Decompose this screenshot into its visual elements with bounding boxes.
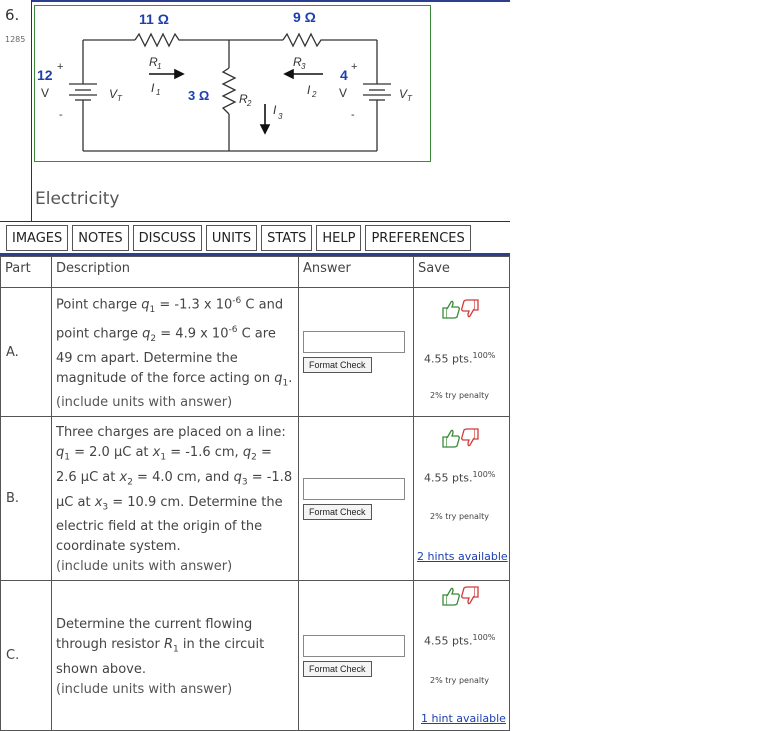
part-label: B.	[1, 417, 52, 581]
left-minus: -	[59, 109, 63, 121]
answer-input[interactable]	[303, 478, 405, 500]
answer-cell	[299, 288, 414, 417]
thumbs-up-icon	[443, 301, 459, 318]
circuit-diagram	[34, 5, 431, 162]
r1-sub: 1	[157, 62, 162, 71]
description-cell	[52, 417, 299, 581]
answer-input[interactable]	[303, 635, 405, 657]
vt-left: V	[109, 87, 118, 101]
thumbs-down-icon	[462, 429, 478, 446]
tab-top-divider	[0, 221, 510, 222]
tab-bar	[6, 225, 471, 251]
resistor-r2	[223, 68, 235, 114]
right-source-unit: V	[339, 86, 348, 100]
units-note: (include units with answer)	[56, 395, 233, 411]
right-source-value: 4	[340, 67, 348, 83]
table-header-row	[1, 257, 510, 288]
part-label: C.	[1, 581, 52, 731]
thumbs-down-icon	[462, 300, 478, 317]
description-text: Three charges are placed on a line: $q_1 = 2.0$ μC at $x_1 = -1.6$ cm, $q_2 = 2.6$ μC at $x_2 = 4.0$ cm, and $q_3 = -1.8$ μC at $x_3 = 10.9$ cm. Determine the electric field at the origin of the coordinate system.	[56, 425, 293, 555]
topic-title: Electricity	[35, 189, 120, 209]
battery-left	[69, 84, 97, 100]
r2-label: R	[239, 92, 248, 106]
points-value	[424, 351, 495, 366]
vt-left-sub: T	[117, 94, 122, 103]
r2-value: 3 Ω	[188, 88, 210, 103]
i1-label: I	[151, 81, 155, 95]
format-check-button[interactable]: Format Check	[303, 504, 372, 520]
hints-link[interactable]: 2 hints available	[417, 550, 508, 564]
header-description: Description	[52, 257, 299, 288]
vt-right: V	[399, 87, 408, 101]
top-accent-bar	[32, 0, 510, 2]
r1-value: 11 Ω	[139, 11, 169, 27]
description-cell	[52, 288, 299, 417]
tab-discuss[interactable]: DISCUSS	[133, 225, 202, 251]
resistor-r1	[135, 34, 183, 46]
header-save: Save	[414, 257, 510, 288]
i2-label: I	[307, 83, 311, 97]
arrow-i3-head	[261, 125, 269, 133]
thumbs-icons[interactable]	[440, 298, 482, 320]
description-text: Point charge $q_1 = -1.3$ x $10^{-6}$ C and point charge $q_2 = 4.9$ x $10^{-6}$ C are 49 cm apart. Determine the magnitude of the force acting on $q_1$.	[56, 296, 293, 389]
i3-sub: 3	[278, 112, 283, 121]
part-label: A.	[1, 288, 52, 417]
try-penalty: 2% try penalty	[430, 676, 490, 686]
table-row	[1, 581, 510, 731]
question-number: 6.	[5, 6, 20, 24]
thumbs-icons[interactable]	[440, 585, 482, 607]
thumbs-icons[interactable]	[440, 427, 482, 449]
right-plus: +	[351, 61, 358, 73]
right-minus: -	[351, 109, 355, 121]
save-cell	[414, 288, 510, 417]
r3-sub: 3	[301, 62, 306, 71]
answer-cell	[299, 417, 414, 581]
save-cell	[414, 417, 510, 581]
units-note: (include units with answer)	[56, 559, 233, 575]
units-note: (include units with answer)	[56, 681, 233, 697]
format-check-button[interactable]: Format Check	[303, 661, 372, 677]
left-source-value: 12	[37, 67, 53, 83]
arrow-i1-head	[175, 70, 183, 78]
i3-label: I	[273, 103, 277, 117]
try-penalty: 2% try penalty	[430, 391, 490, 400]
answer-input[interactable]	[303, 331, 405, 353]
tab-help[interactable]: HELP	[316, 225, 361, 251]
circuit-svg	[35, 6, 430, 161]
points-text: 4.55 pts.	[424, 352, 473, 366]
description-text: Determine the current flowing through resistor $R_1$ in the circuit shown above.	[56, 617, 265, 677]
points-value	[424, 470, 495, 485]
vt-right-sub: T	[407, 94, 412, 103]
points-percent: 100%	[472, 351, 496, 360]
thumbs-up-icon	[443, 589, 459, 606]
try-penalty: 2% try penalty	[430, 512, 490, 522]
left-divider	[31, 0, 32, 222]
question-id: 1285	[5, 35, 26, 44]
left-plus: +	[57, 61, 64, 73]
points-text: 4.55 pts.	[424, 472, 473, 486]
tab-preferences[interactable]: PREFERENCES	[365, 225, 470, 251]
i2-sub: 2	[312, 90, 317, 99]
left-source-unit: V	[41, 86, 50, 100]
points-percent: 100%	[472, 633, 496, 643]
parts-table	[0, 256, 510, 731]
arrow-i2-head	[285, 70, 293, 78]
r3-value: 9 Ω	[293, 9, 316, 25]
r2-sub: 2	[247, 99, 252, 108]
header-answer: Answer	[299, 257, 414, 288]
thumbs-up-icon	[443, 431, 459, 448]
points-percent: 100%	[472, 470, 496, 480]
save-cell	[414, 581, 510, 731]
i1-sub: 1	[156, 88, 161, 97]
tab-units[interactable]: UNITS	[206, 225, 257, 251]
format-check-button[interactable]: Format Check	[303, 357, 372, 373]
tab-images[interactable]: IMAGES	[6, 225, 68, 251]
table-row	[1, 417, 510, 581]
resistor-r3	[283, 34, 325, 46]
points-text: 4.55 pts.	[424, 634, 473, 648]
r1-label: R	[149, 55, 158, 69]
battery-right	[363, 84, 391, 100]
tab-notes[interactable]: NOTES	[72, 225, 128, 251]
tab-stats[interactable]: STATS	[261, 225, 312, 251]
thumbs-down-icon	[462, 587, 478, 604]
hints-link[interactable]: 1 hint available	[421, 712, 506, 726]
header-part: Part	[1, 257, 52, 288]
description-cell	[52, 581, 299, 731]
answer-cell	[299, 581, 414, 731]
r3-label: R	[293, 55, 302, 69]
points-value	[424, 633, 495, 648]
table-row	[1, 288, 510, 417]
